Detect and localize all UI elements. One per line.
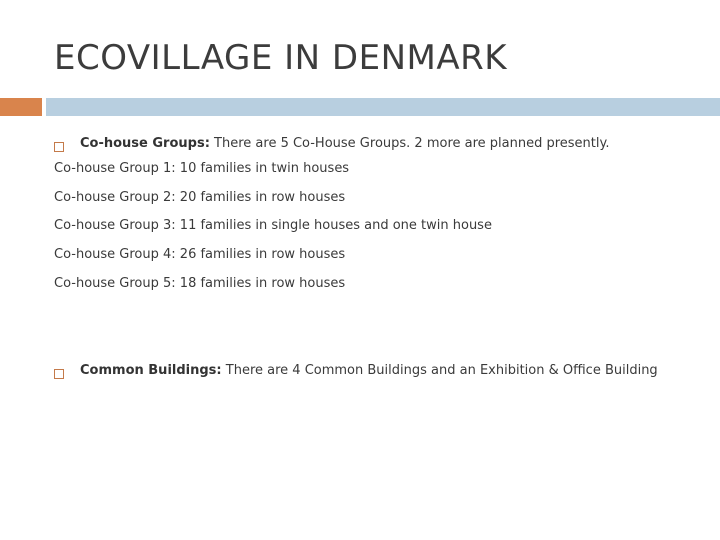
bullet-co-house-groups (54, 138, 665, 155)
bullet-body: There are 4 Common Buildings and an Exhibition & Office Building (225, 363, 658, 378)
bullet-term: Common Buildings: (80, 363, 222, 378)
group-line-4: Co-house Group 4: 26 families in row houses (54, 247, 346, 262)
bullet-common-buildings (54, 365, 665, 382)
bullet-text (80, 133, 665, 155)
slide-title: ECOVILLAGE IN DENMARK (54, 38, 508, 78)
bullet-term: Co-house Groups: (80, 136, 210, 151)
square-bullet-icon (54, 142, 64, 152)
accent-bar (0, 98, 42, 116)
group-line-1: Co-house Group 1: 10 families in twin houses (54, 161, 350, 176)
group-line-2: Co-house Group 2: 20 families in row houses (54, 190, 346, 205)
bullet-text (80, 360, 665, 382)
title-rule-bar (46, 98, 720, 116)
bullet-body: There are 5 Co-House Groups. 2 more are planned presently. (214, 136, 610, 151)
group-line-3: Co-house Group 3: 11 families in single houses and one twin house (54, 218, 492, 233)
square-bullet-icon (54, 369, 64, 379)
group-line-5: Co-house Group 5: 18 families in row houses (54, 276, 346, 291)
